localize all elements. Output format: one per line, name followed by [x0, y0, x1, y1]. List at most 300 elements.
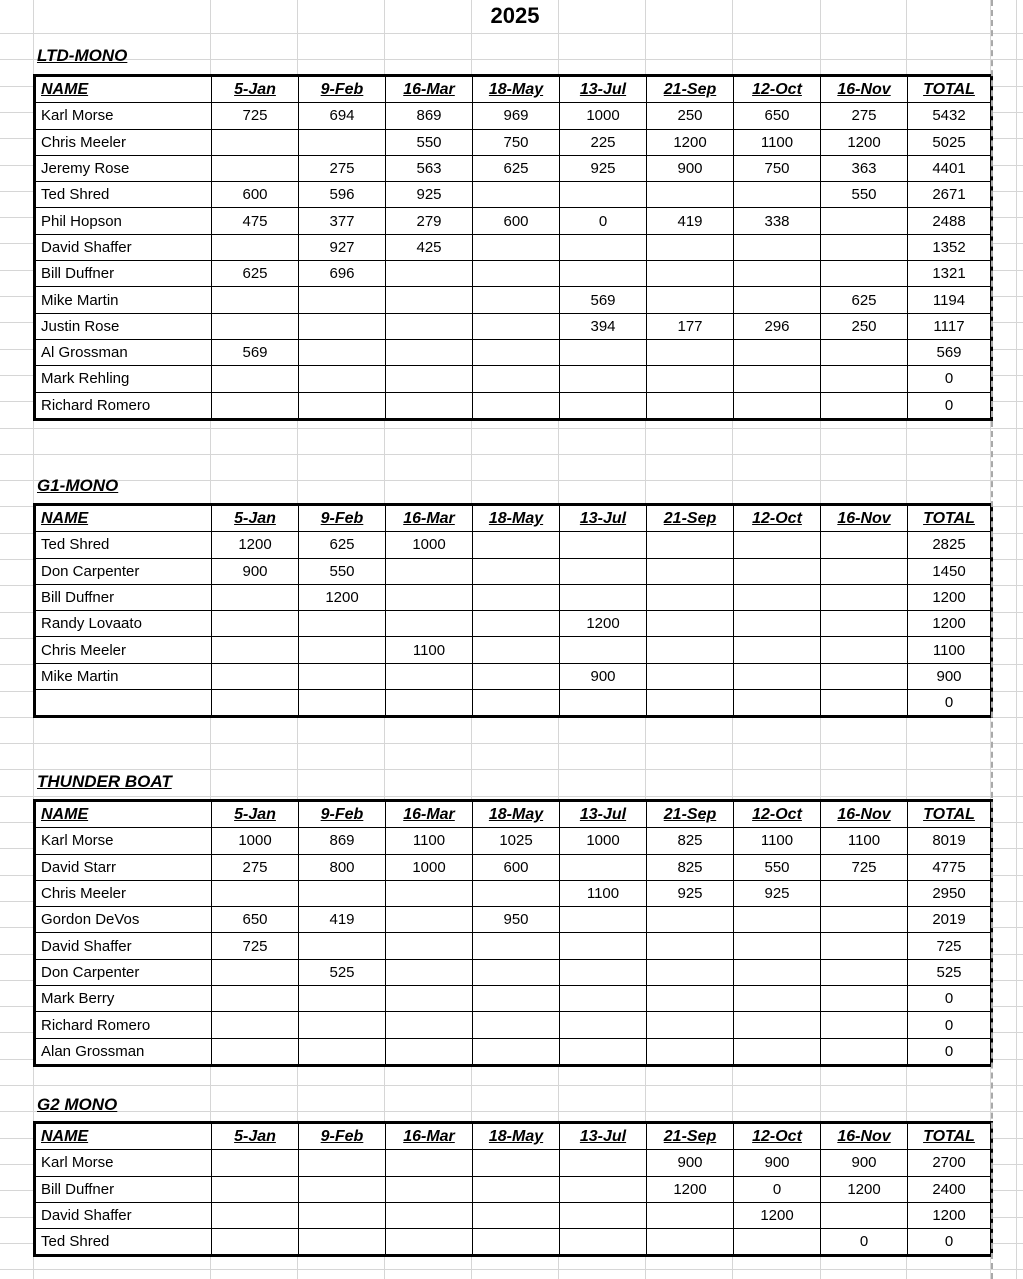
cell-name[interactable]: David Shaffer [35, 933, 212, 959]
column-header[interactable]: 5-Jan [212, 1123, 299, 1150]
cell-value[interactable]: 275 [299, 155, 386, 181]
cell-value[interactable]: 363 [821, 155, 908, 181]
cell-name[interactable]: Chris Meeler [35, 880, 212, 906]
cell-value[interactable] [212, 1038, 299, 1065]
cell-value[interactable] [212, 129, 299, 155]
cell-value[interactable]: 569 [908, 339, 992, 365]
cell-value[interactable]: 650 [212, 907, 299, 933]
cell-value[interactable]: 0 [908, 366, 992, 392]
cell-name[interactable]: Don Carpenter [35, 959, 212, 985]
cell-name[interactable]: Richard Romero [35, 392, 212, 419]
cell-value[interactable] [212, 959, 299, 985]
cell-value[interactable] [386, 1012, 473, 1038]
cell-value[interactable] [473, 880, 560, 906]
cell-value[interactable] [473, 1012, 560, 1038]
column-header[interactable]: 9-Feb [299, 1123, 386, 1150]
cell-value[interactable]: 2400 [908, 1176, 992, 1202]
cell-value[interactable]: 550 [299, 558, 386, 584]
cell-value[interactable] [473, 532, 560, 558]
cell-value[interactable] [299, 339, 386, 365]
column-header[interactable]: TOTAL [908, 1123, 992, 1150]
cell-value[interactable] [212, 234, 299, 260]
cell-value[interactable]: 475 [212, 208, 299, 234]
column-header-name[interactable]: NAME [35, 801, 212, 828]
cell-value[interactable] [299, 637, 386, 663]
column-header[interactable]: 18-May [473, 801, 560, 828]
cell-name[interactable]: Jeremy Rose [35, 155, 212, 181]
cell-value[interactable] [386, 611, 473, 637]
column-header[interactable]: 5-Jan [212, 76, 299, 103]
cell-value[interactable]: 425 [386, 234, 473, 260]
cell-value[interactable] [473, 611, 560, 637]
cell-value[interactable] [212, 1012, 299, 1038]
cell-value[interactable]: 900 [212, 558, 299, 584]
section-label-ltd-mono[interactable]: LTD-MONO [37, 46, 128, 65]
cell-name[interactable]: Ted Shred [35, 182, 212, 208]
cell-value[interactable] [212, 880, 299, 906]
cell-name[interactable]: Chris Meeler [35, 637, 212, 663]
cell-value[interactable] [821, 663, 908, 689]
column-header[interactable]: 13-Jul [560, 1123, 647, 1150]
cell-value[interactable] [734, 959, 821, 985]
column-header[interactable]: 5-Jan [212, 505, 299, 532]
cell-value[interactable]: 394 [560, 313, 647, 339]
cell-value[interactable] [647, 584, 734, 610]
cell-value[interactable] [647, 1012, 734, 1038]
cell-value[interactable] [821, 1202, 908, 1228]
cell-value[interactable]: 750 [734, 155, 821, 181]
cell-value[interactable]: 225 [560, 129, 647, 155]
cell-value[interactable] [386, 558, 473, 584]
cell-value[interactable] [734, 1229, 821, 1256]
cell-value[interactable] [821, 986, 908, 1012]
cell-value[interactable] [212, 287, 299, 313]
cell-value[interactable] [386, 1176, 473, 1202]
column-header[interactable]: 18-May [473, 76, 560, 103]
cell-value[interactable]: 1000 [560, 828, 647, 854]
cell-value[interactable] [299, 129, 386, 155]
column-header[interactable]: 16-Nov [821, 1123, 908, 1150]
cell-name[interactable]: Justin Rose [35, 313, 212, 339]
column-header[interactable]: 16-Mar [386, 1123, 473, 1150]
cell-value[interactable] [473, 637, 560, 663]
cell-value[interactable] [212, 584, 299, 610]
cell-value[interactable]: 1200 [299, 584, 386, 610]
cell-value[interactable]: 1200 [647, 1176, 734, 1202]
cell-value[interactable]: 900 [821, 1150, 908, 1176]
column-header-name[interactable]: NAME [35, 76, 212, 103]
cell-value[interactable] [647, 611, 734, 637]
cell-value[interactable] [647, 986, 734, 1012]
cell-value[interactable] [821, 933, 908, 959]
cell-value[interactable] [734, 663, 821, 689]
cell-value[interactable] [386, 663, 473, 689]
column-header[interactable]: 12-Oct [734, 1123, 821, 1150]
cell-value[interactable] [212, 1229, 299, 1256]
cell-value[interactable] [647, 1038, 734, 1065]
cell-value[interactable] [560, 986, 647, 1012]
cell-name[interactable]: David Starr [35, 854, 212, 880]
cell-value[interactable] [647, 366, 734, 392]
sheet-title[interactable]: 2025 [490, 3, 540, 28]
cell-value[interactable] [560, 558, 647, 584]
cell-value[interactable] [473, 584, 560, 610]
cell-value[interactable] [299, 611, 386, 637]
cell-value[interactable] [386, 1150, 473, 1176]
cell-value[interactable] [734, 261, 821, 287]
cell-value[interactable]: 0 [908, 1038, 992, 1065]
cell-value[interactable] [212, 1176, 299, 1202]
cell-value[interactable] [386, 366, 473, 392]
column-header[interactable]: TOTAL [908, 505, 992, 532]
column-header[interactable]: 16-Nov [821, 801, 908, 828]
cell-value[interactable] [473, 261, 560, 287]
cell-value[interactable] [473, 313, 560, 339]
cell-name[interactable]: Karl Morse [35, 1150, 212, 1176]
cell-value[interactable] [821, 1012, 908, 1038]
cell-value[interactable] [212, 1150, 299, 1176]
cell-value[interactable] [560, 1202, 647, 1228]
cell-value[interactable]: 1100 [734, 129, 821, 155]
cell-value[interactable]: 925 [647, 880, 734, 906]
cell-value[interactable] [299, 366, 386, 392]
cell-value[interactable]: 869 [386, 103, 473, 129]
cell-value[interactable] [473, 959, 560, 985]
cell-value[interactable] [821, 1038, 908, 1065]
cell-value[interactable]: 550 [821, 182, 908, 208]
cell-value[interactable] [734, 558, 821, 584]
cell-value[interactable] [386, 690, 473, 717]
cell-value[interactable]: 1200 [908, 611, 992, 637]
cell-value[interactable] [560, 1150, 647, 1176]
cell-value[interactable] [734, 1038, 821, 1065]
cell-value[interactable] [386, 313, 473, 339]
cell-value[interactable]: 869 [299, 828, 386, 854]
cell-name[interactable]: Mark Rehling [35, 366, 212, 392]
cell-value[interactable] [734, 584, 821, 610]
cell-name[interactable]: Phil Hopson [35, 208, 212, 234]
cell-value[interactable] [560, 907, 647, 933]
cell-value[interactable]: 550 [734, 854, 821, 880]
cell-value[interactable] [386, 907, 473, 933]
cell-name[interactable]: Mike Martin [35, 287, 212, 313]
cell-value[interactable]: 825 [647, 854, 734, 880]
cell-value[interactable] [560, 637, 647, 663]
cell-value[interactable]: 1200 [821, 129, 908, 155]
cell-value[interactable]: 1000 [386, 532, 473, 558]
cell-value[interactable]: 1000 [386, 854, 473, 880]
cell-value[interactable] [647, 182, 734, 208]
cell-value[interactable] [560, 1229, 647, 1256]
cell-value[interactable] [821, 392, 908, 419]
cell-value[interactable]: 296 [734, 313, 821, 339]
cell-value[interactable] [386, 261, 473, 287]
cell-value[interactable] [647, 558, 734, 584]
cell-value[interactable] [560, 959, 647, 985]
cell-value[interactable]: 275 [212, 854, 299, 880]
cell-value[interactable] [821, 558, 908, 584]
cell-value[interactable]: 1352 [908, 234, 992, 260]
cell-value[interactable]: 800 [299, 854, 386, 880]
cell-value[interactable] [647, 959, 734, 985]
cell-value[interactable]: 1450 [908, 558, 992, 584]
cell-value[interactable] [212, 366, 299, 392]
cell-value[interactable] [386, 339, 473, 365]
cell-value[interactable] [734, 611, 821, 637]
cell-value[interactable] [299, 392, 386, 419]
column-header[interactable]: 9-Feb [299, 801, 386, 828]
cell-value[interactable] [647, 261, 734, 287]
cell-value[interactable] [734, 690, 821, 717]
cell-value[interactable] [734, 182, 821, 208]
cell-value[interactable]: 275 [821, 103, 908, 129]
cell-value[interactable]: 1194 [908, 287, 992, 313]
cell-value[interactable] [560, 854, 647, 880]
cell-value[interactable] [473, 1229, 560, 1256]
cell-value[interactable] [473, 1202, 560, 1228]
cell-value[interactable] [821, 339, 908, 365]
cell-value[interactable] [212, 986, 299, 1012]
cell-value[interactable] [386, 1038, 473, 1065]
cell-value[interactable]: 0 [821, 1229, 908, 1256]
cell-value[interactable]: 525 [908, 959, 992, 985]
cell-value[interactable]: 5025 [908, 129, 992, 155]
cell-value[interactable]: 2825 [908, 532, 992, 558]
column-header[interactable]: 12-Oct [734, 801, 821, 828]
section-label-g2-mono[interactable]: G2 MONO [37, 1095, 118, 1114]
cell-value[interactable] [734, 339, 821, 365]
column-header-name[interactable]: NAME [35, 505, 212, 532]
cell-value[interactable] [734, 907, 821, 933]
cell-value[interactable] [647, 690, 734, 717]
cell-value[interactable]: 1321 [908, 261, 992, 287]
column-header[interactable]: 18-May [473, 1123, 560, 1150]
cell-value[interactable] [212, 637, 299, 663]
cell-value[interactable] [212, 155, 299, 181]
cell-value[interactable]: 0 [908, 690, 992, 717]
cell-value[interactable]: 250 [647, 103, 734, 129]
cell-value[interactable]: 525 [299, 959, 386, 985]
cell-value[interactable] [473, 182, 560, 208]
column-header[interactable]: 13-Jul [560, 76, 647, 103]
cell-value[interactable] [821, 366, 908, 392]
cell-value[interactable] [473, 1150, 560, 1176]
cell-value[interactable]: 1000 [560, 103, 647, 129]
column-header[interactable]: 16-Nov [821, 76, 908, 103]
cell-name[interactable]: Mike Martin [35, 663, 212, 689]
cell-value[interactable] [299, 1202, 386, 1228]
cell-value[interactable]: 696 [299, 261, 386, 287]
cell-name[interactable]: David Shaffer [35, 234, 212, 260]
cell-value[interactable] [299, 287, 386, 313]
cell-value[interactable] [299, 1176, 386, 1202]
cell-value[interactable] [734, 637, 821, 663]
cell-name[interactable]: Bill Duffner [35, 584, 212, 610]
cell-value[interactable]: 625 [299, 532, 386, 558]
cell-value[interactable]: 750 [473, 129, 560, 155]
cell-value[interactable]: 279 [386, 208, 473, 234]
cell-value[interactable]: 625 [212, 261, 299, 287]
cell-value[interactable] [299, 690, 386, 717]
cell-value[interactable]: 925 [734, 880, 821, 906]
cell-value[interactable]: 596 [299, 182, 386, 208]
cell-value[interactable]: 969 [473, 103, 560, 129]
cell-value[interactable]: 0 [908, 1229, 992, 1256]
cell-value[interactable]: 4401 [908, 155, 992, 181]
cell-value[interactable] [647, 1229, 734, 1256]
cell-value[interactable] [647, 234, 734, 260]
cell-value[interactable]: 2671 [908, 182, 992, 208]
cell-value[interactable] [386, 1202, 473, 1228]
cell-value[interactable]: 825 [647, 828, 734, 854]
cell-value[interactable]: 419 [299, 907, 386, 933]
cell-value[interactable] [821, 584, 908, 610]
column-header[interactable]: 16-Mar [386, 505, 473, 532]
cell-value[interactable]: 1100 [386, 828, 473, 854]
cell-value[interactable] [821, 532, 908, 558]
column-header[interactable]: 16-Nov [821, 505, 908, 532]
cell-value[interactable] [560, 392, 647, 419]
column-header-name[interactable]: NAME [35, 1123, 212, 1150]
cell-value[interactable] [560, 234, 647, 260]
cell-value[interactable]: 4775 [908, 854, 992, 880]
cell-value[interactable] [473, 1176, 560, 1202]
cell-value[interactable] [299, 986, 386, 1012]
cell-value[interactable] [560, 339, 647, 365]
cell-value[interactable] [647, 392, 734, 419]
cell-value[interactable]: 177 [647, 313, 734, 339]
cell-value[interactable] [647, 663, 734, 689]
cell-value[interactable] [212, 611, 299, 637]
cell-value[interactable]: 725 [212, 103, 299, 129]
cell-value[interactable]: 900 [560, 663, 647, 689]
cell-value[interactable] [473, 1038, 560, 1065]
cell-value[interactable]: 0 [734, 1176, 821, 1202]
cell-value[interactable]: 1100 [386, 637, 473, 663]
cell-name[interactable]: Bill Duffner [35, 261, 212, 287]
cell-value[interactable] [821, 637, 908, 663]
cell-value[interactable]: 569 [212, 339, 299, 365]
cell-value[interactable] [299, 1012, 386, 1038]
cell-value[interactable] [386, 986, 473, 1012]
column-header[interactable]: TOTAL [908, 801, 992, 828]
cell-value[interactable]: 625 [473, 155, 560, 181]
cell-value[interactable] [647, 339, 734, 365]
cell-value[interactable] [299, 1038, 386, 1065]
cell-value[interactable]: 925 [560, 155, 647, 181]
cell-value[interactable] [386, 933, 473, 959]
cell-value[interactable] [473, 234, 560, 260]
cell-value[interactable]: 625 [821, 287, 908, 313]
cell-value[interactable]: 600 [212, 182, 299, 208]
cell-value[interactable]: 8019 [908, 828, 992, 854]
cell-value[interactable] [821, 959, 908, 985]
cell-value[interactable] [647, 532, 734, 558]
cell-value[interactable]: 1100 [821, 828, 908, 854]
cell-name[interactable]: Karl Morse [35, 828, 212, 854]
cell-value[interactable]: 0 [908, 1012, 992, 1038]
cell-value[interactable]: 550 [386, 129, 473, 155]
column-header[interactable]: 9-Feb [299, 505, 386, 532]
column-header[interactable]: 21-Sep [647, 505, 734, 532]
cell-value[interactable]: 600 [473, 854, 560, 880]
cell-value[interactable] [299, 313, 386, 339]
cell-value[interactable]: 725 [908, 933, 992, 959]
cell-name[interactable]: Bill Duffner [35, 1176, 212, 1202]
cell-value[interactable] [212, 690, 299, 717]
cell-name[interactable]: Al Grossman [35, 339, 212, 365]
cell-value[interactable]: 1200 [647, 129, 734, 155]
cell-name[interactable]: Richard Romero [35, 1012, 212, 1038]
cell-value[interactable]: 900 [734, 1150, 821, 1176]
cell-value[interactable]: 927 [299, 234, 386, 260]
column-header[interactable]: 16-Mar [386, 801, 473, 828]
cell-value[interactable] [299, 663, 386, 689]
cell-value[interactable]: 2700 [908, 1150, 992, 1176]
cell-name[interactable]: Ted Shred [35, 1229, 212, 1256]
column-header[interactable]: 21-Sep [647, 1123, 734, 1150]
column-header[interactable]: 16-Mar [386, 76, 473, 103]
cell-value[interactable] [734, 234, 821, 260]
cell-name[interactable]: David Shaffer [35, 1202, 212, 1228]
cell-value[interactable]: 250 [821, 313, 908, 339]
cell-value[interactable]: 1200 [821, 1176, 908, 1202]
cell-value[interactable]: 0 [560, 208, 647, 234]
column-header[interactable]: 9-Feb [299, 76, 386, 103]
cell-value[interactable]: 419 [647, 208, 734, 234]
cell-value[interactable] [734, 532, 821, 558]
cell-value[interactable]: 1100 [908, 637, 992, 663]
column-header[interactable]: 13-Jul [560, 505, 647, 532]
cell-value[interactable]: 569 [560, 287, 647, 313]
cell-value[interactable] [821, 208, 908, 234]
cell-value[interactable]: 0 [908, 392, 992, 419]
cell-value[interactable]: 694 [299, 103, 386, 129]
section-label-thunder-boat[interactable]: THUNDER BOAT [37, 772, 172, 791]
cell-value[interactable]: 1200 [212, 532, 299, 558]
cell-value[interactable] [647, 907, 734, 933]
cell-value[interactable] [647, 933, 734, 959]
cell-value[interactable]: 1200 [908, 584, 992, 610]
cell-value[interactable]: 900 [908, 663, 992, 689]
cell-value[interactable]: 900 [647, 1150, 734, 1176]
cell-value[interactable]: 650 [734, 103, 821, 129]
cell-value[interactable] [734, 986, 821, 1012]
cell-value[interactable] [560, 690, 647, 717]
cell-value[interactable] [299, 933, 386, 959]
cell-value[interactable] [821, 907, 908, 933]
cell-value[interactable]: 2488 [908, 208, 992, 234]
cell-value[interactable]: 950 [473, 907, 560, 933]
cell-value[interactable] [473, 690, 560, 717]
cell-value[interactable] [821, 611, 908, 637]
cell-name[interactable]: Ted Shred [35, 532, 212, 558]
cell-value[interactable] [299, 1229, 386, 1256]
cell-value[interactable] [386, 959, 473, 985]
cell-value[interactable]: 1000 [212, 828, 299, 854]
column-header[interactable]: 12-Oct [734, 76, 821, 103]
column-header[interactable]: 21-Sep [647, 76, 734, 103]
cell-value[interactable] [212, 663, 299, 689]
cell-value[interactable] [473, 339, 560, 365]
cell-value[interactable] [821, 261, 908, 287]
cell-value[interactable] [212, 313, 299, 339]
cell-value[interactable] [473, 558, 560, 584]
column-header[interactable]: TOTAL [908, 76, 992, 103]
cell-value[interactable]: 0 [908, 986, 992, 1012]
cell-value[interactable]: 1025 [473, 828, 560, 854]
cell-value[interactable] [386, 1229, 473, 1256]
